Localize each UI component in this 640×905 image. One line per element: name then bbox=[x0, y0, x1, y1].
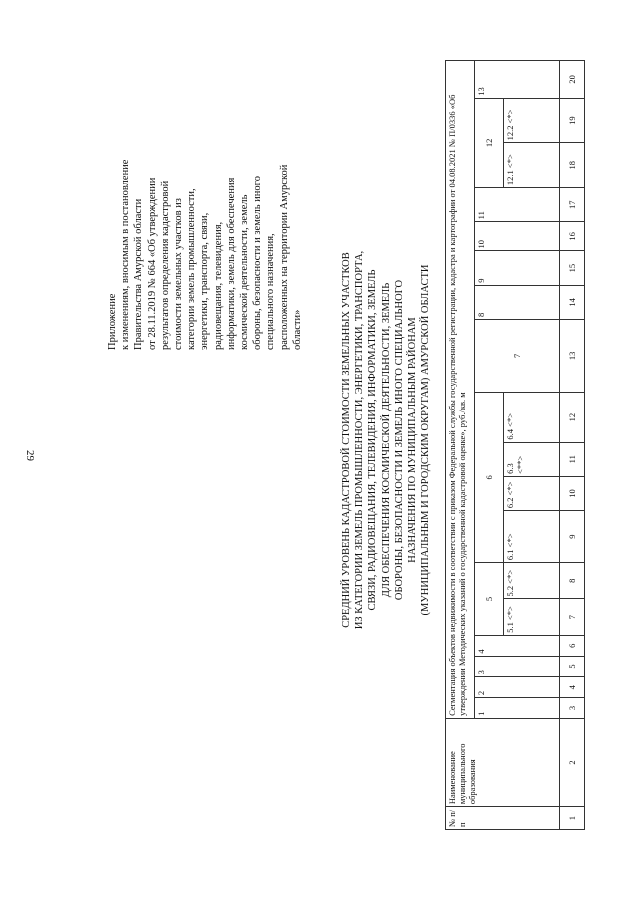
seg-2: 2 bbox=[475, 677, 560, 698]
column-number: 1 bbox=[560, 807, 585, 830]
seg-5: 5 bbox=[475, 563, 504, 636]
appendix-line: информатики, земель для обеспечения bbox=[225, 177, 237, 350]
appendix-line: энергетики, транспорта, связи, bbox=[199, 212, 211, 350]
column-number: 9 bbox=[560, 511, 585, 563]
column-number: 7 bbox=[560, 599, 585, 635]
seg-9: 9 bbox=[475, 251, 560, 285]
appendix-line: результатов определения кадастровой bbox=[159, 180, 171, 350]
column-number: 20 bbox=[560, 61, 585, 99]
title-line: СРЕДНИЙ УРОВЕНЬ КАДАСТРОВОЙ СТОИМОСТИ ЗЕМЕЛЬНЫХ УЧАСТКОВ bbox=[341, 252, 352, 628]
column-number: 4 bbox=[560, 677, 585, 698]
seg-1: 1 bbox=[475, 698, 560, 719]
header-num: № п/п bbox=[446, 807, 560, 830]
column-number: 5 bbox=[560, 656, 585, 677]
column-number: 3 bbox=[560, 698, 585, 719]
column-number: 14 bbox=[560, 285, 585, 319]
column-number: 8 bbox=[560, 563, 585, 599]
title-line: НАЗНАЧЕНИЯ ПО МУНИЦИПАЛЬНЫМ РАЙОНАМ bbox=[407, 317, 419, 563]
sub-6-1: 6.1 <*> bbox=[504, 511, 560, 563]
seg-12: 12 bbox=[475, 98, 504, 187]
appendix-line: стоимости земельных участков из bbox=[173, 198, 185, 350]
appendix-line: области» bbox=[291, 309, 303, 350]
column-number: 11 bbox=[560, 442, 585, 476]
appendix-line: Приложение bbox=[107, 293, 118, 350]
column-number: 6 bbox=[560, 635, 585, 656]
sub-6-3: 6.3 <**> bbox=[504, 442, 560, 476]
seg-3: 3 bbox=[475, 656, 560, 677]
column-number: 19 bbox=[560, 98, 585, 143]
appendix-line: расположенных на территории Амурской bbox=[278, 164, 290, 350]
column-number: 10 bbox=[560, 476, 585, 510]
title-line: СВЯЗИ, РАДИОВЕЩАНИЯ, ТЕЛЕВИДЕНИЯ, ИНФОРМАТИКИ, ЗЕМЕЛЬ bbox=[367, 269, 379, 611]
header-municipality: Наименование муниципального образования bbox=[446, 718, 560, 806]
sub-5-2: 5.2 <*> bbox=[504, 563, 560, 599]
appendix-header bbox=[106, 60, 304, 350]
appendix-line: космической деятельности, земель bbox=[239, 194, 251, 350]
appendix-line: категории земель промышленности, bbox=[186, 188, 198, 350]
appendix-line: от 28.11.2019 № 664 «Об утверждении bbox=[146, 177, 158, 350]
seg-7: 7 bbox=[475, 320, 560, 393]
sub-12-1: 12.1 <*> bbox=[504, 143, 560, 188]
column-number: 17 bbox=[560, 188, 585, 222]
header-segmentation: Сегментация объектов недвижимости в соответствии с приказом Федеральной службы государственной регистрации, кадастра и картографии от 04.08.2021 № П/0336 «Об утверждении Методических указаний о государственной кадастровой оценке», руб./кв. м bbox=[446, 61, 475, 719]
seg-4: 4 bbox=[475, 635, 560, 656]
column-number: 2 bbox=[560, 718, 585, 806]
appendix-line: радиовещания, телевидения, bbox=[212, 221, 224, 350]
column-number: 13 bbox=[560, 320, 585, 393]
sub-12-2: 12.2 <*> bbox=[504, 98, 560, 143]
appendix-line: специального назначения, bbox=[265, 233, 277, 350]
seg-13: 13 bbox=[475, 61, 560, 99]
seg-10: 10 bbox=[475, 222, 560, 251]
sub-6-4: 6.4 <*> bbox=[504, 392, 560, 442]
seg-11: 11 bbox=[475, 188, 560, 222]
seg-6: 6 bbox=[475, 392, 504, 562]
appendix-line: обороны, безопасности и земель иного bbox=[252, 176, 264, 350]
document-title bbox=[340, 230, 432, 650]
page-number: 29 bbox=[24, 450, 36, 461]
title-line: (МУНИЦИПАЛЬНЫМ И ГОРОДСКИМ ОКРУГАМ) АМУРСКОЙ ОБЛАСТИ bbox=[420, 264, 432, 616]
column-number: 15 bbox=[560, 251, 585, 285]
sub-5-1: 5.1 <*> bbox=[504, 599, 560, 635]
appendix-line: к изменениям, вносимым в постановление bbox=[120, 159, 132, 350]
column-number: 18 bbox=[560, 143, 585, 188]
appendix-line: Правительства Амурской области bbox=[133, 198, 145, 350]
column-number: 12 bbox=[560, 392, 585, 442]
column-number: 16 bbox=[560, 222, 585, 251]
seg-8: 8 bbox=[475, 285, 560, 319]
title-line: ИЗ КАТЕГОРИИ ЗЕМЕЛЬ ПРОМЫШЛЕННОСТИ, ЭНЕРГЕТИКИ, ТРАНСПОРТА, bbox=[354, 250, 366, 630]
title-line: ОБОРОНЫ, БЕЗОПАСНОСТИ И ЗЕМЕЛЬ ИНОГО СПЕЦИАЛЬНОГО bbox=[393, 279, 405, 601]
title-line: ДЛЯ ОБЕСПЕЧЕНИЯ КОСМИЧЕСКОЙ ДЕЯТЕЛЬНОСТИ, ЗЕМЕЛЬ bbox=[380, 282, 392, 598]
sub-6-2: 6.2 <*> bbox=[504, 476, 560, 510]
cadastral-table bbox=[445, 60, 585, 830]
